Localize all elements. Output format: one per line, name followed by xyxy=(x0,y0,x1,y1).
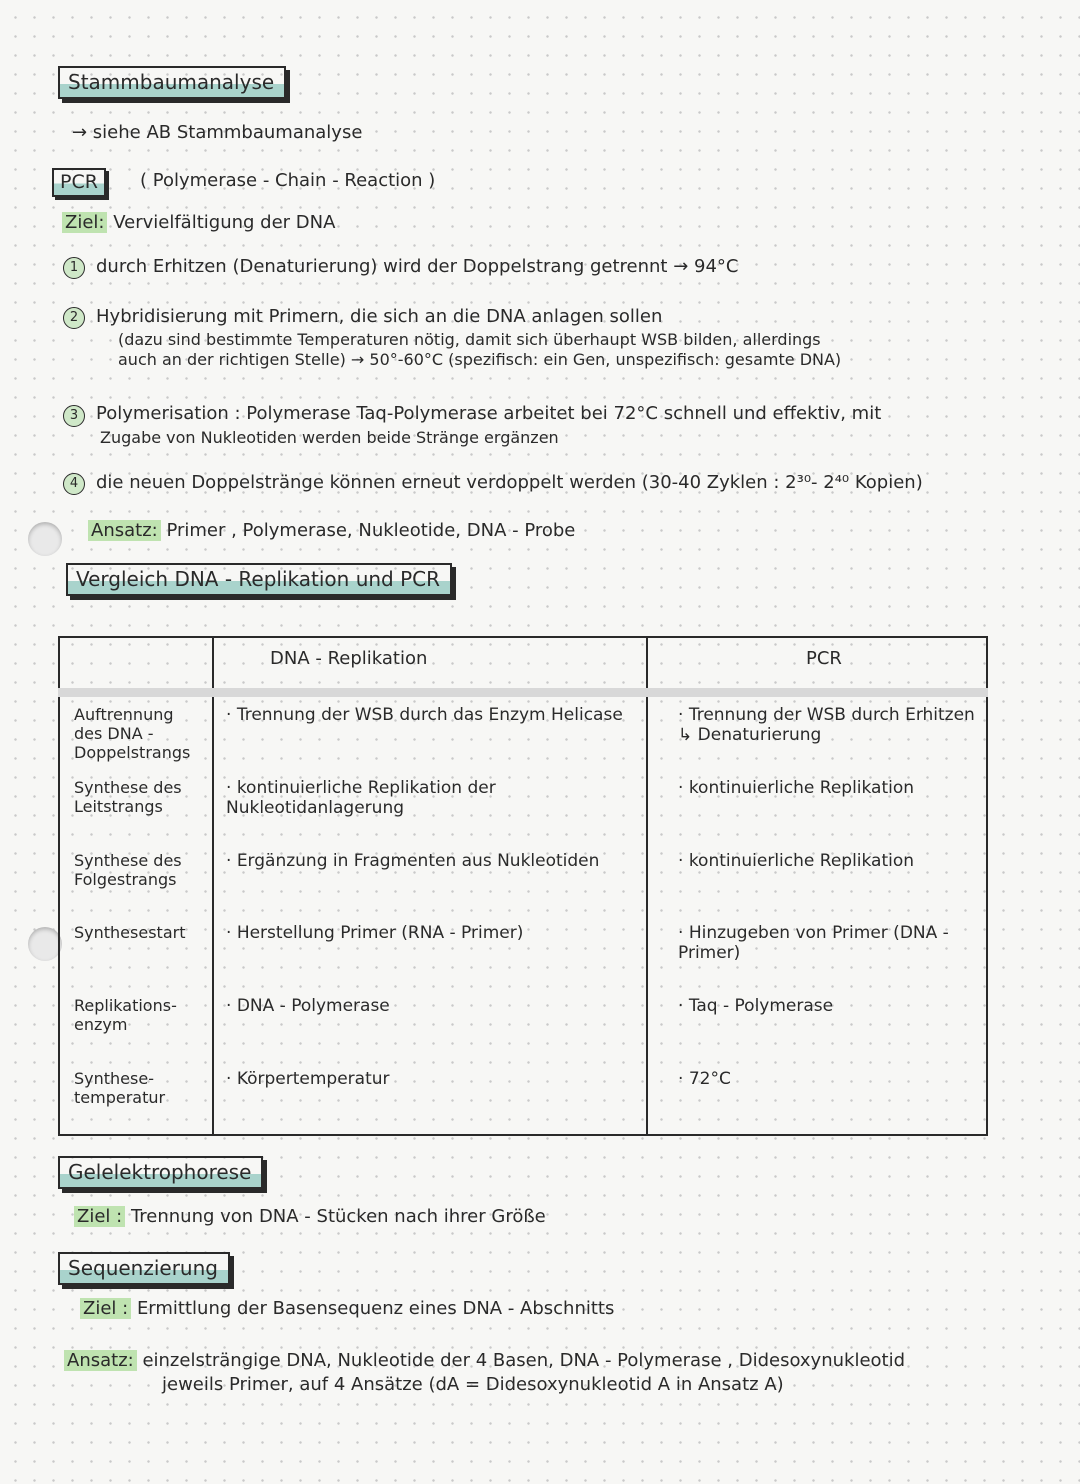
seq-ansatz-line-1: einzelsträngige DNA, Nukleotide der 4 Basen, DNA - Polymerase , Didesoxynukleotid xyxy=(142,1350,906,1371)
row-replikation-value: · Herstellung Primer (RNA - Primer) xyxy=(213,915,647,988)
pcr-ziel xyxy=(62,212,335,234)
gel-ziel-text: Trennung von DNA - Stücken nach ihrer Größe xyxy=(130,1206,546,1227)
table-row xyxy=(59,1061,987,1135)
row-pcr-value: · 72°C xyxy=(647,1061,987,1135)
step-number-1: 1 xyxy=(63,257,85,279)
seq-ansatz-label: Ansatz: xyxy=(64,1350,137,1371)
table-header-row xyxy=(59,637,987,693)
pcr-label: PCR xyxy=(52,168,106,197)
gel-ziel-label: Ziel : xyxy=(74,1206,125,1227)
seq-ziel-text: Ermittlung der Basensequenz eines DNA - Abschnitts xyxy=(136,1298,615,1319)
table-header-replikation: DNA - Replikation xyxy=(213,637,647,693)
row-label: Synthese des Folgestrangs xyxy=(74,850,182,889)
row-pcr-value: · Hinzugeben von Primer (DNA - Primer) xyxy=(647,915,987,988)
seq-ansatz xyxy=(64,1350,905,1372)
stammbaum-note: → siehe AB Stammbaumanalyse xyxy=(72,122,363,143)
heading-sequenzierung: Sequenzierung xyxy=(58,1252,230,1285)
table-row xyxy=(59,693,987,770)
pcr-ansatz-label: Ansatz: xyxy=(88,520,161,541)
pcr-step-2-line-1: Hybridisierung mit Primern, die sich an die DNA anlagen sollen xyxy=(96,306,663,327)
row-replikation-value: · DNA - Polymerase xyxy=(213,988,647,1061)
punch-hole-bottom xyxy=(28,927,62,961)
comparison-table xyxy=(58,636,988,1136)
heading-vergleich: Vergleich DNA - Replikation und PCR xyxy=(66,563,452,596)
row-pcr-value: · Trennung der WSB durch Erhitzen ↳ Denaturierung xyxy=(647,693,987,770)
seq-ziel-label: Ziel : xyxy=(80,1298,131,1319)
row-label: Synthesestart xyxy=(74,923,186,943)
punch-hole-top xyxy=(28,522,62,556)
row-replikation-value: · kontinuierliche Replikation der Nukleotidanlagerung xyxy=(213,770,647,843)
seq-ziel xyxy=(80,1298,614,1320)
pcr-step-2-line-2: (dazu sind bestimmte Temperaturen nötig, damit sich überhaupt WSB bilden, allerdings xyxy=(118,330,821,349)
seq-ansatz-line-2: jeweils Primer, auf 4 Ansätze (dA = Didesoxynukleotid A in Ansatz A) xyxy=(162,1374,784,1395)
row-replikation-value: · Ergänzung in Fragmenten aus Nukleotiden xyxy=(213,843,647,916)
pcr-ansatz-text: Primer , Polymerase, Nukleotide, DNA - Probe xyxy=(166,520,576,541)
row-pcr-value: · Taq - Polymerase xyxy=(647,988,987,1061)
row-label: Synthese-temperatur xyxy=(74,1069,166,1108)
pcr-step-4: die neuen Doppelstränge können erneut verdoppelt werden (30-40 Zyklen : 2³⁰- 2⁴⁰ Kopien) xyxy=(96,472,923,493)
pcr-step-2-line-3: auch an der richtigen Stelle) → 50°-60°C (spezifisch: ein Gen, unspezifisch: gesamte DNA) xyxy=(118,350,842,369)
pcr-ziel-text: Vervielfältigung der DNA xyxy=(113,212,336,233)
step-number-4: 4 xyxy=(63,473,85,495)
table-header-empty xyxy=(59,637,213,693)
row-replikation-value: · Körpertemperatur xyxy=(213,1061,647,1135)
heading-stammbaumanalyse: Stammbaumanalyse xyxy=(58,66,286,99)
step-number-2: 2 xyxy=(63,307,85,329)
pcr-ansatz xyxy=(88,520,575,542)
pcr-step-1: durch Erhitzen (Denaturierung) wird der Doppelstrang getrennt → 94°C xyxy=(96,256,739,277)
table-row xyxy=(59,770,987,843)
gel-ziel xyxy=(74,1206,546,1228)
row-label: Auftrennung des DNA - Doppelstrangs xyxy=(74,705,191,762)
table-row xyxy=(59,915,987,988)
pcr-step-3-line-2: Zugabe von Nukleotiden werden beide Stränge ergänzen xyxy=(100,428,559,447)
row-pcr-value: · kontinuierliche Replikation xyxy=(647,843,987,916)
pcr-ziel-label: Ziel: xyxy=(62,212,107,233)
row-label: Replikations-enzym xyxy=(74,996,177,1035)
step-number-3: 3 xyxy=(63,405,85,427)
pcr-step-3-line-1: Polymerisation : Polymerase Taq-Polymerase arbeitet bei 72°C schnell und effektiv, mit xyxy=(96,403,882,424)
table-row xyxy=(59,843,987,916)
table-header-pcr: PCR xyxy=(647,637,987,693)
pcr-subtitle: ( Polymerase - Chain - Reaction ) xyxy=(140,170,436,191)
row-label: Synthese des Leitstrangs xyxy=(74,777,182,816)
heading-gelelektrophorese: Gelelektrophorese xyxy=(58,1156,263,1189)
row-pcr-value: · kontinuierliche Replikation xyxy=(647,770,987,843)
table-row xyxy=(59,988,987,1061)
row-replikation-value: · Trennung der WSB durch das Enzym Helicase xyxy=(213,693,647,770)
